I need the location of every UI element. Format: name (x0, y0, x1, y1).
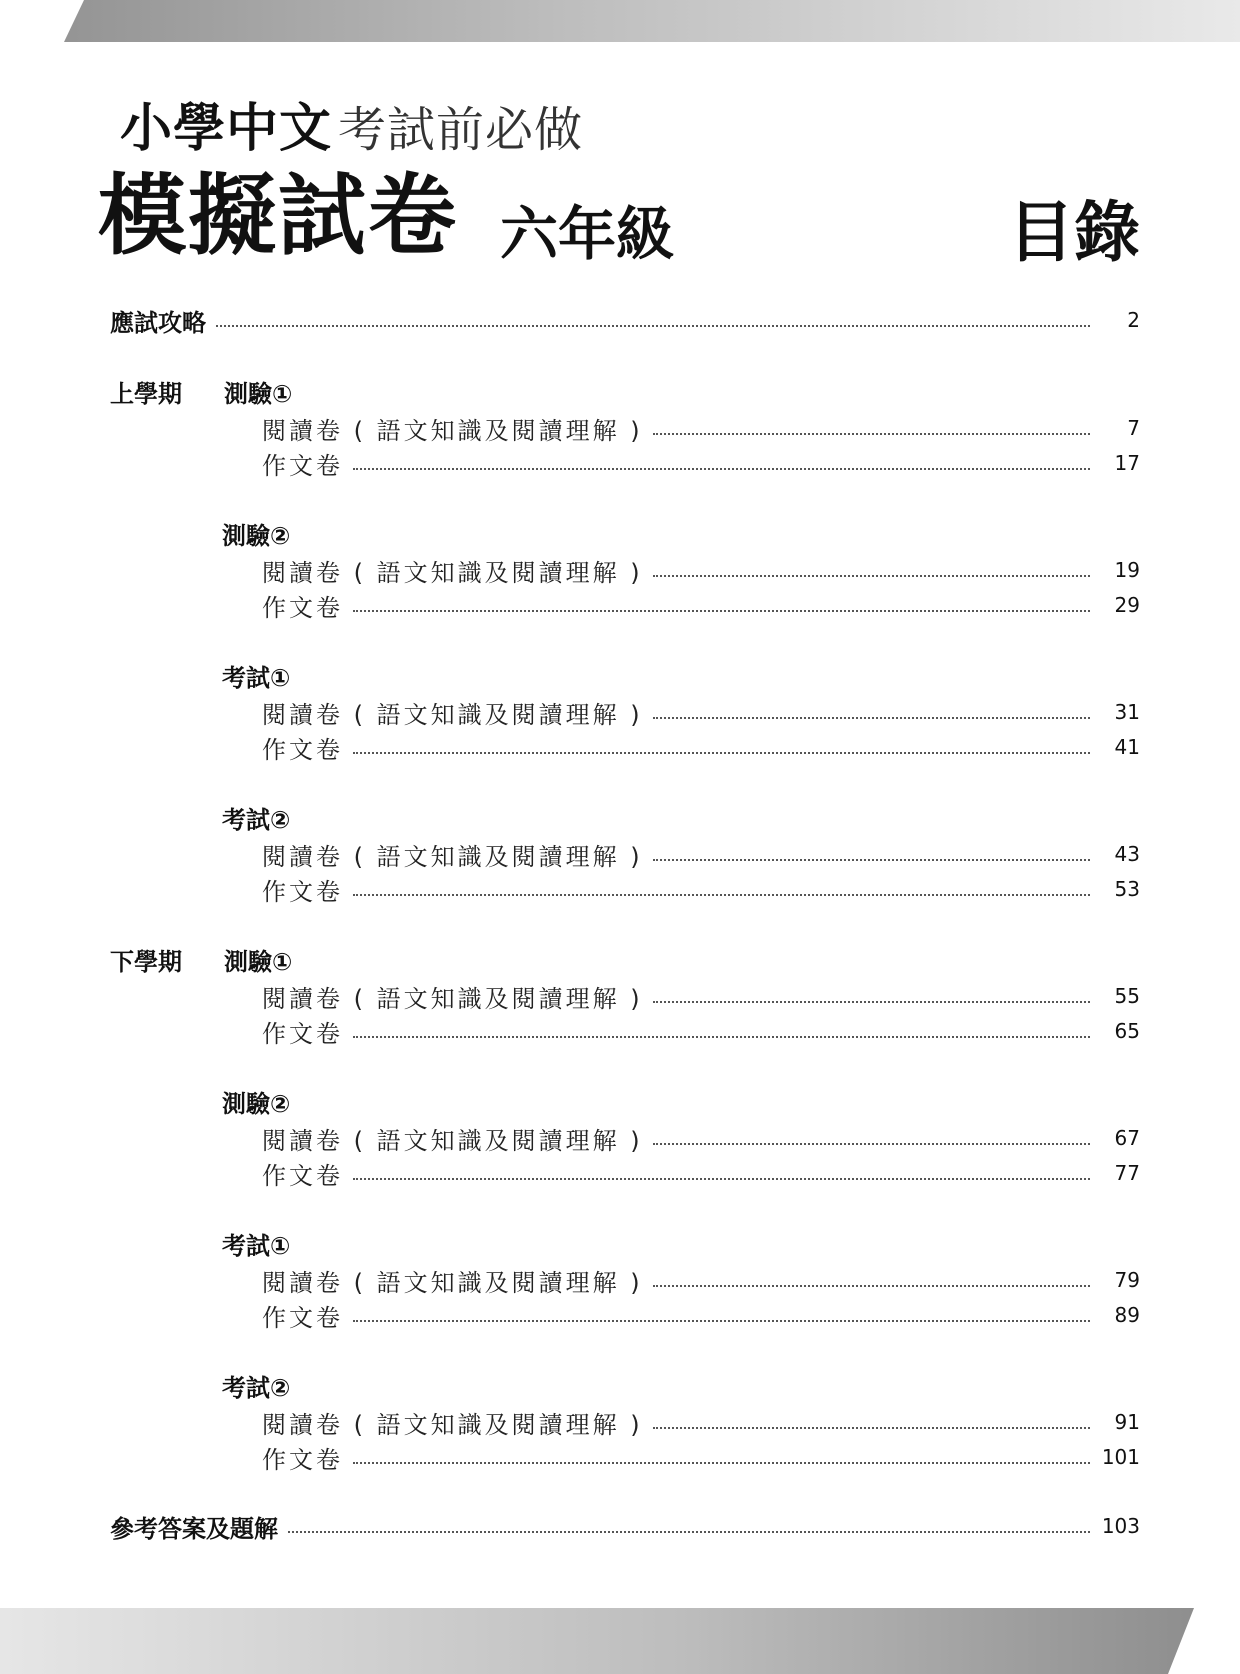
toc-entry-label: 作文卷 (262, 1445, 343, 1474)
toc-entry-label: 閱讀卷 ( 語文知識及閱讀理解 ) (262, 984, 643, 1013)
toc-entry-label: 作文卷 (262, 451, 343, 480)
toc-entry-writing[interactable] (262, 1297, 1140, 1333)
group-label: 考試② (222, 1374, 291, 1402)
dot-leader (353, 1320, 1090, 1322)
toc-entry-label: 作文卷 (262, 877, 343, 906)
toc-entry-label: 作文卷 (262, 1019, 343, 1048)
dot-leader (653, 575, 1090, 577)
page-number: 7 (1127, 416, 1140, 440)
page-number: 19 (1114, 558, 1140, 582)
dot-leader (353, 468, 1090, 470)
page-number: 103 (1101, 1514, 1140, 1538)
book-title: 模擬試卷 (98, 164, 459, 267)
group-label: 測驗② (222, 1090, 291, 1118)
page-number: 53 (1114, 877, 1140, 901)
page-number: 31 (1114, 700, 1140, 724)
toc-entry-label: 作文卷 (262, 1161, 343, 1190)
toc-entry-label: 閱讀卷 ( 語文知識及閱讀理解 ) (262, 700, 643, 729)
dot-leader (653, 433, 1090, 435)
dot-leader (353, 610, 1090, 612)
toc-entry-reading[interactable] (262, 1404, 1140, 1440)
dot-leader (653, 1143, 1090, 1145)
toc-entry-label: 閱讀卷 ( 語文知識及閱讀理解 ) (262, 1410, 643, 1439)
grade-label: 六年級 (500, 200, 675, 268)
toc-entry-writing[interactable] (262, 587, 1140, 623)
series-brand: 小學中文 (120, 99, 333, 159)
toc-entry-reading[interactable] (262, 552, 1140, 588)
toc-entry-writing[interactable] (262, 1439, 1140, 1475)
toc-entry-reading[interactable] (262, 836, 1140, 872)
dot-leader (216, 325, 1090, 327)
toc-entry-label: 作文卷 (262, 593, 343, 622)
page-number: 77 (1114, 1161, 1140, 1185)
dot-leader (353, 1178, 1090, 1180)
term-label: 下學期 (110, 948, 182, 976)
group-label: 考試① (222, 664, 291, 692)
dot-leader (353, 894, 1090, 896)
toc-entry-reading[interactable] (262, 694, 1140, 730)
series-tagline: 考試前必做 (338, 102, 584, 158)
dot-leader (288, 1531, 1090, 1533)
toc-entry-label: 閱讀卷 ( 語文知識及閱讀理解 ) (262, 416, 643, 445)
page-number: 29 (1114, 593, 1140, 617)
group-label: 測驗① (224, 948, 293, 976)
group-label: 考試② (222, 806, 291, 834)
toc-entry-answers[interactable] (110, 1508, 1140, 1544)
page-number: 2 (1127, 308, 1140, 332)
dot-leader (653, 1427, 1090, 1429)
toc-entry-intro[interactable] (110, 302, 1140, 338)
toc-entry-reading[interactable] (262, 1120, 1140, 1156)
dot-leader (353, 1462, 1090, 1464)
toc-entry-label: 作文卷 (262, 735, 343, 764)
page-number: 89 (1114, 1303, 1140, 1327)
page-number: 43 (1114, 842, 1140, 866)
page-number: 17 (1114, 451, 1140, 475)
page-number: 101 (1101, 1445, 1140, 1469)
page-number: 41 (1114, 735, 1140, 759)
dot-leader (653, 717, 1090, 719)
toc-entry-label: 參考答案及題解 (110, 1514, 278, 1543)
dot-leader (353, 1036, 1090, 1038)
dot-leader (653, 1001, 1090, 1003)
dot-leader (653, 859, 1090, 861)
page-number: 67 (1114, 1126, 1140, 1150)
toc-entry-reading[interactable] (262, 410, 1140, 446)
toc-entry-label: 閱讀卷 ( 語文知識及閱讀理解 ) (262, 1268, 643, 1297)
toc-entry-label: 應試攻略 (110, 308, 206, 337)
bottom-decor-band (0, 1608, 1240, 1674)
toc-entry-reading[interactable] (262, 978, 1140, 1014)
toc-entry-writing[interactable] (262, 871, 1140, 907)
page-number: 79 (1114, 1268, 1140, 1292)
term-label: 上學期 (110, 380, 182, 408)
page-number: 55 (1114, 984, 1140, 1008)
page-number: 65 (1114, 1019, 1140, 1043)
page-number: 91 (1114, 1410, 1140, 1434)
toc-entry-label: 閱讀卷 ( 語文知識及閱讀理解 ) (262, 558, 643, 587)
group-label: 考試① (222, 1232, 291, 1260)
toc-entry-label: 作文卷 (262, 1303, 343, 1332)
dot-leader (653, 1285, 1090, 1287)
toc-entry-writing[interactable] (262, 445, 1140, 481)
toc-entry-writing[interactable] (262, 729, 1140, 765)
toc-entry-reading[interactable] (262, 1262, 1140, 1298)
toc-entry-label: 閱讀卷 ( 語文知識及閱讀理解 ) (262, 842, 643, 871)
toc-entry-writing[interactable] (262, 1013, 1140, 1049)
group-label: 測驗② (222, 522, 291, 550)
group-label: 測驗① (224, 380, 293, 408)
dot-leader (353, 752, 1090, 754)
toc-entry-label: 閱讀卷 ( 語文知識及閱讀理解 ) (262, 1126, 643, 1155)
toc-heading: 目錄 (1008, 194, 1140, 271)
toc-entry-writing[interactable] (262, 1155, 1140, 1191)
